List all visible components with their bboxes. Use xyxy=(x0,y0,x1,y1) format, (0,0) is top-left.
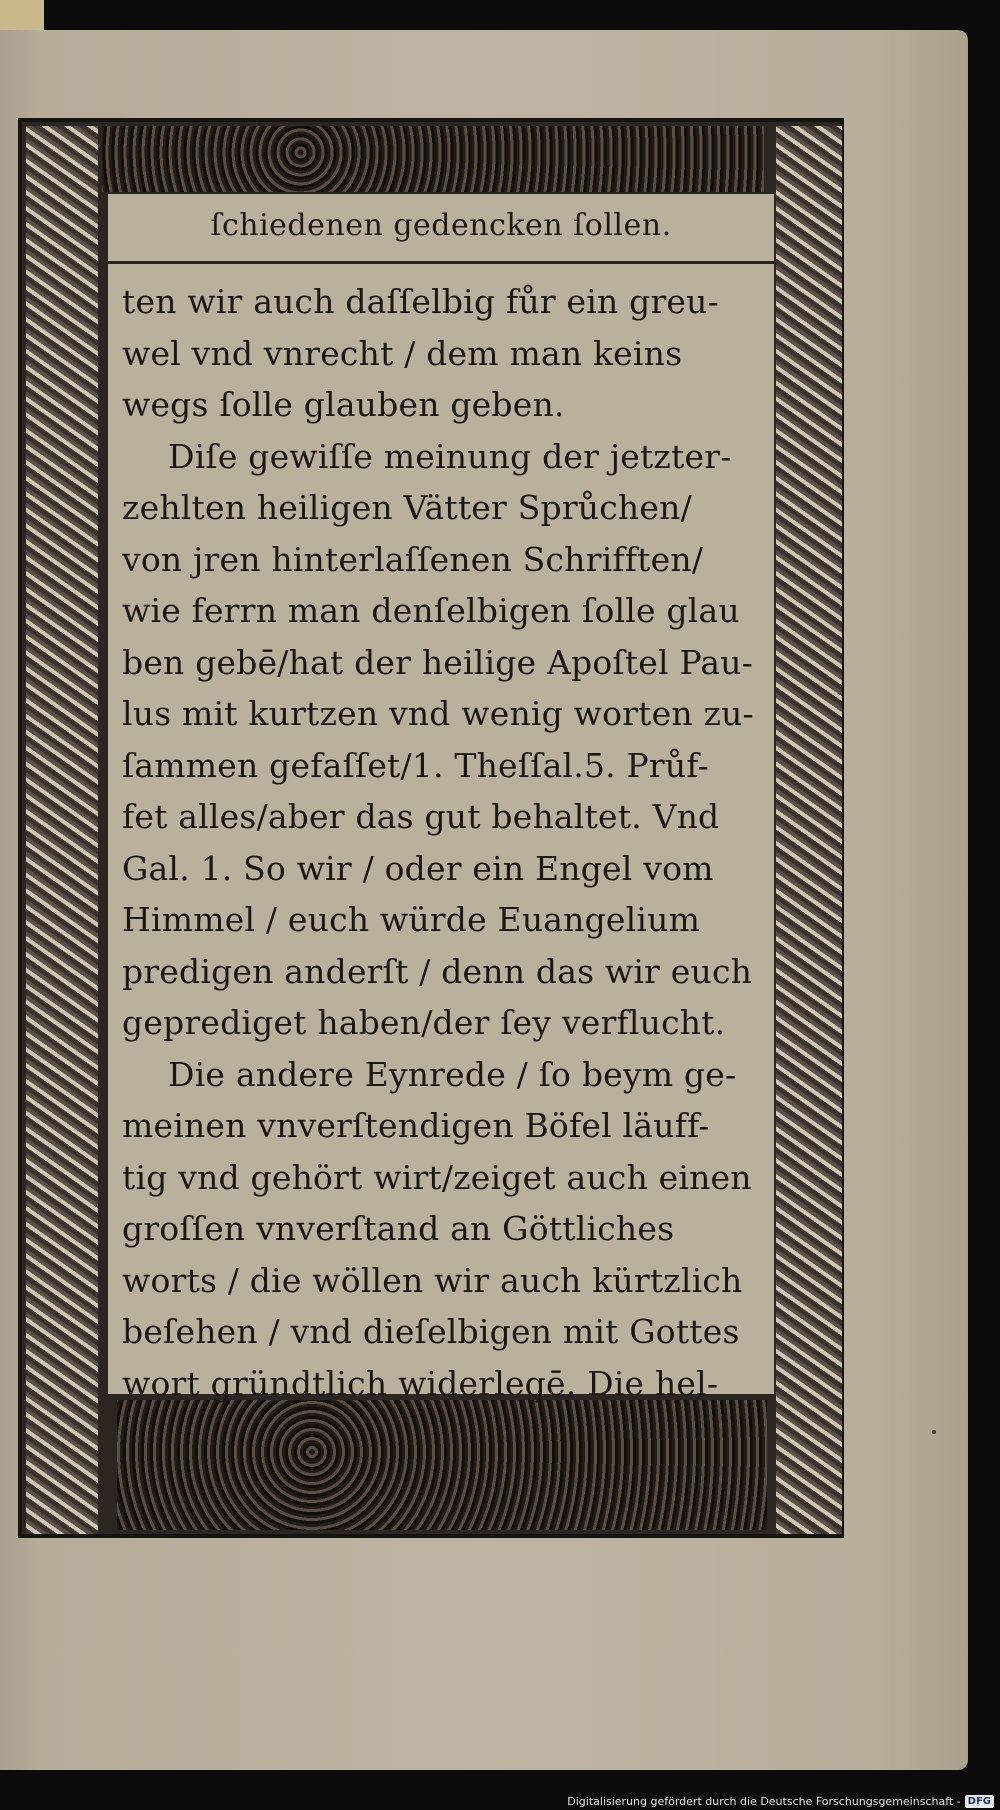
text-line: von jren hinterlaſſenen Schrifften/ xyxy=(122,539,704,579)
text-line: wegs ſolle glauben geben. xyxy=(122,385,565,424)
running-head: ſchiedenen gedencken ſollen. xyxy=(210,208,672,243)
ornament-right-column xyxy=(776,126,842,1534)
page-edge-tab xyxy=(0,0,44,30)
text-line: worts / die wöllen wir auch kürtzlich xyxy=(122,1260,743,1300)
credit-text: Digitalisierung gefördert durch die Deutsche Forschungsgemeinschaft - xyxy=(567,1795,961,1808)
ornament-top-band xyxy=(102,126,764,192)
book-page xyxy=(0,30,968,1770)
text-line: tig vnd gehört wirt/zeiget auch einen xyxy=(122,1157,752,1197)
woodcut-border-frame xyxy=(18,118,844,1538)
ornament-bottom-band xyxy=(117,1400,767,1530)
text-line: Die andere Eynrede / ſo beym ge- xyxy=(168,1054,737,1094)
body-text xyxy=(122,276,762,1409)
text-line: ten wir auch daſſelbig fůr ein greu- xyxy=(122,282,719,321)
digitization-credit xyxy=(567,1795,994,1808)
text-line: wie ferrn man denſelbigen ſolle glau xyxy=(122,591,740,630)
text-line: ben gebē/hat der heilige Apoſtel Pau- xyxy=(122,642,754,682)
text-line: geprediget haben/der ſey verflucht. xyxy=(122,1003,726,1042)
text-panel xyxy=(108,194,774,1403)
text-line: beſehen / vnd dieſelbigen mit Gottes xyxy=(122,1312,740,1351)
dfg-logo-icon: DFG xyxy=(965,1795,994,1808)
ornament-left-column xyxy=(26,126,98,1534)
text-line: zehlten heiligen Vätter Sprůchen/ xyxy=(122,488,692,527)
text-line: lus mit kurtzen vnd wenig worten zu- xyxy=(122,694,754,733)
page-speck xyxy=(932,1430,936,1434)
running-head-box xyxy=(108,194,774,264)
text-line: Himmel / euch würde Euangelium xyxy=(122,900,701,939)
text-line: wort gründtlich widerlegē. Die hel- xyxy=(122,1363,719,1403)
text-line: Diſe gewiſſe meinung der jetzter- xyxy=(168,436,732,476)
text-line: meinen vnverſtendigen Böfel läuff- xyxy=(122,1106,710,1145)
text-line: fet alles/aber das gut behaltet. Vnd xyxy=(122,797,720,836)
text-line: ſammen gefaſſet/1. Theſſal.5. Průf- xyxy=(122,745,709,785)
text-line: wel vnd vnrecht / dem man keins xyxy=(122,333,683,373)
text-line: groſſen vnverſtand an Göttliches xyxy=(122,1209,675,1248)
text-line: predigen anderſt / denn das wir euch xyxy=(122,951,753,991)
text-line: Gal. 1. So wir / oder ein Engel vom xyxy=(122,848,714,888)
